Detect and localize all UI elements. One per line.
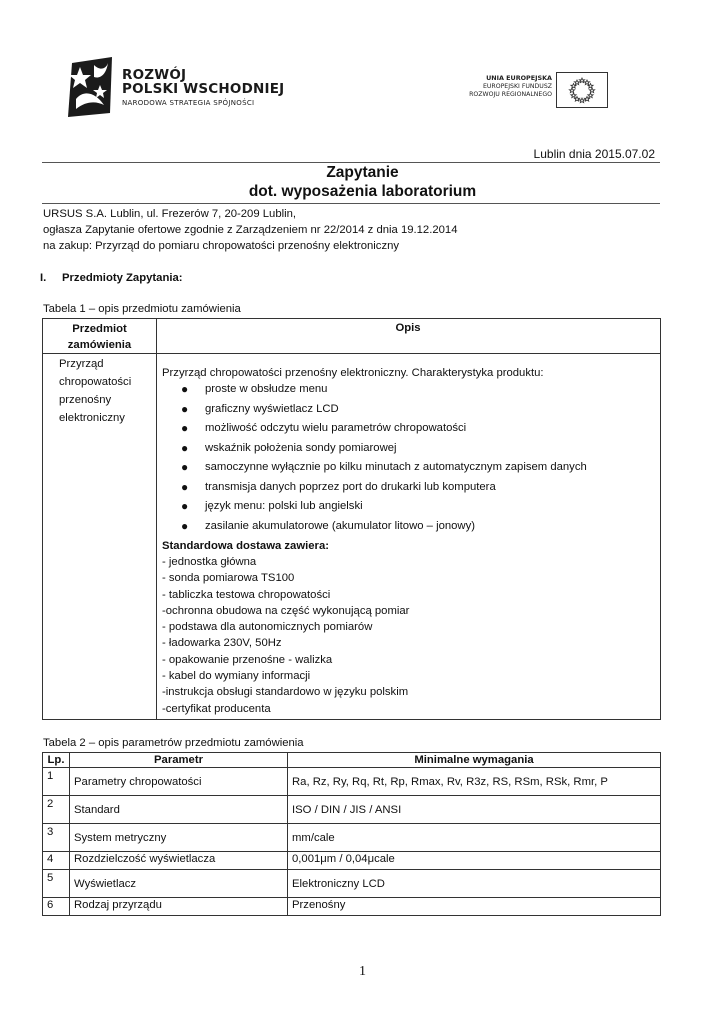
table-row bbox=[43, 898, 661, 916]
delivery-item: -instrukcja obsługi standardowo w języku polskim bbox=[162, 686, 409, 699]
section-number: I. bbox=[40, 272, 47, 284]
row-parameter bbox=[70, 898, 288, 916]
row-requirement-value: Ra, Rz, Ry, Rq, Rt, Rp, Rmax, Rv, R3z, RS, RSm, RSk, Rmr, P bbox=[292, 776, 608, 788]
rpw-logo-line3: NARODOWA STRATEGIA SPÓJNOŚCI bbox=[122, 99, 255, 107]
rpw-logo-line2: POLSKI WSCHODNIEJ bbox=[122, 81, 285, 97]
intro-line-purchase: na zakup: Przyrząd do pomiaru chropowatości przenośny elektroniczny bbox=[43, 240, 400, 252]
eu-flag-icon bbox=[556, 72, 608, 108]
intro-paragraph bbox=[43, 206, 458, 254]
delivery-item: - ładowarka 230V, 50Hz bbox=[162, 637, 282, 650]
eagle-stars-emblem-icon bbox=[66, 55, 116, 117]
table1-description-intro: Przyrząd chropowatości przenośny elektroniczny. Charakterystyka produktu: bbox=[162, 367, 544, 379]
row-requirement-value: Elektroniczny LCD bbox=[292, 878, 385, 890]
table1-header-divider bbox=[43, 353, 660, 354]
document-title: Zapytanie bbox=[326, 164, 399, 181]
table-row bbox=[43, 824, 661, 852]
delivery-item: - jednostka główna bbox=[162, 556, 257, 568]
delivery-item: -ochronna obudowa na część wykonującą pomiar bbox=[162, 604, 410, 617]
eu-fund-logo bbox=[458, 70, 612, 110]
row-requirement bbox=[288, 768, 661, 796]
bullet-icon: ● bbox=[181, 421, 189, 435]
bullet-icon: ● bbox=[181, 499, 189, 513]
page-number: 1 bbox=[359, 964, 366, 979]
order-description-table bbox=[42, 318, 661, 720]
bullet-icon: ● bbox=[181, 460, 189, 474]
eu-logo-line3: ROZWOJU REGIONALNEGO bbox=[469, 91, 552, 98]
feature-item bbox=[162, 440, 652, 460]
row-requirement-value: 0,001μm / 0,04μcale bbox=[292, 853, 395, 865]
document-date: Lublin dnia 2015.07.02 bbox=[533, 147, 655, 161]
row-lp bbox=[43, 768, 70, 796]
feature-text: język menu: polski lub angielski bbox=[205, 500, 363, 512]
row-requirement-value: Przenośny bbox=[292, 899, 346, 911]
row-lp bbox=[43, 870, 70, 898]
row-parameter-value: Standard bbox=[74, 804, 120, 816]
table1-item-name bbox=[59, 355, 151, 427]
title-bottom-divider bbox=[42, 203, 660, 204]
row-lp bbox=[43, 898, 70, 916]
table2-caption: Tabela 2 – opis parametrów przedmiotu zamówienia bbox=[43, 737, 304, 749]
bullet-icon: ● bbox=[181, 382, 189, 396]
document-subtitle: dot. wyposażenia laboratorium bbox=[248, 183, 477, 200]
eu-logo-line2: EUROPEJSKI FUNDUSZ bbox=[482, 82, 552, 90]
row-requirement-value: mm/cale bbox=[292, 832, 335, 844]
row-requirement bbox=[288, 852, 661, 870]
feature-text: możliwość odczytu wielu parametrów chropowatości bbox=[205, 422, 467, 434]
table-row bbox=[43, 870, 661, 898]
feature-text: samoczynne wyłącznie po kilku minutach z automatycznym zapisem danych bbox=[205, 461, 587, 473]
intro-line-company: URSUS S.A. Lublin, ul. Frezerów 7, 20-209 Lublin, bbox=[43, 208, 297, 220]
table1-item-line: przenośny bbox=[59, 394, 112, 406]
parameters-table bbox=[42, 752, 661, 916]
feature-text: zasilanie akumulatorowe (akumulator litowo – jonowy) bbox=[205, 519, 475, 532]
table2-header-parameter: Parametr bbox=[70, 753, 288, 768]
row-lp bbox=[43, 824, 70, 852]
section-heading bbox=[40, 272, 183, 284]
title-top-divider bbox=[42, 162, 660, 163]
table2-header-lp: Lp. bbox=[43, 753, 70, 768]
row-requirement bbox=[288, 824, 661, 852]
row-lp-value: 2 bbox=[47, 798, 54, 810]
table1-header-description: Opis bbox=[395, 322, 421, 334]
row-lp-value: 3 bbox=[47, 826, 54, 838]
feature-list bbox=[162, 381, 652, 537]
row-parameter bbox=[70, 852, 288, 870]
table-row bbox=[43, 796, 661, 824]
feature-text: proste w obsłudze menu bbox=[205, 383, 328, 395]
row-requirement bbox=[288, 898, 661, 916]
delivery-item: - sonda pomiarowa TS100 bbox=[162, 572, 295, 585]
intro-line-announcement: ogłasza Zapytanie ofertowe zgodnie z Zarządzeniem nr 22/2014 z dnia 19.12.2014 bbox=[43, 224, 458, 236]
feature-text: graficzny wyświetlacz LCD bbox=[205, 402, 339, 415]
bullet-icon: ● bbox=[181, 518, 189, 533]
table-row bbox=[43, 768, 661, 796]
row-lp bbox=[43, 852, 70, 870]
bullet-icon: ● bbox=[181, 401, 189, 416]
eu-logo-text bbox=[458, 74, 552, 100]
feature-text: wskaźnik położenia sondy pomiarowej bbox=[205, 441, 397, 454]
feature-item bbox=[162, 518, 652, 538]
row-parameter bbox=[70, 768, 288, 796]
row-requirement bbox=[288, 870, 661, 898]
eu-logo-line1: UNIA EUROPEJSKA bbox=[486, 74, 552, 82]
feature-item bbox=[162, 381, 652, 401]
standard-delivery-list bbox=[162, 554, 652, 717]
delivery-item: - tabliczka testowa chropowatości bbox=[162, 588, 331, 601]
section-title: Przedmioty Zapytania: bbox=[62, 272, 183, 284]
table2-header-row bbox=[43, 753, 661, 768]
feature-item bbox=[162, 498, 652, 518]
feature-item bbox=[162, 459, 652, 479]
bullet-icon: ● bbox=[181, 479, 189, 494]
table1-item-line: chropowatości bbox=[59, 376, 132, 388]
row-lp-value: 1 bbox=[47, 770, 54, 782]
row-parameter-value: Wyświetlacz bbox=[74, 878, 137, 890]
feature-item bbox=[162, 420, 652, 440]
row-lp-value: 5 bbox=[47, 872, 54, 884]
row-parameter-value: Rozdzielczość wyświetlacza bbox=[74, 853, 216, 865]
delivery-item: -certyfikat producenta bbox=[162, 702, 271, 715]
rpw-logo-text bbox=[122, 68, 284, 107]
row-lp-value: 4 bbox=[47, 853, 54, 865]
rpw-logo-line1: ROZWÓJ bbox=[122, 67, 187, 83]
row-parameter bbox=[70, 824, 288, 852]
table-row bbox=[43, 852, 661, 870]
feature-text: transmisja danych poprzez port do drukarki lub komputera bbox=[205, 480, 496, 493]
delivery-item: - kabel do wymiany informacji bbox=[162, 670, 311, 683]
row-requirement-value: ISO / DIN / JIS / ANSI bbox=[292, 804, 402, 816]
row-lp bbox=[43, 796, 70, 824]
feature-item bbox=[162, 401, 652, 421]
row-parameter-value: Parametry chropowatości bbox=[74, 776, 202, 788]
table2-header-requirements: Minimalne wymagania bbox=[288, 753, 661, 768]
delivery-item: - opakowanie przenośne - walizka bbox=[162, 653, 333, 666]
standard-delivery-title: Standardowa dostawa zawiera: bbox=[162, 540, 329, 552]
feature-item bbox=[162, 479, 652, 499]
table1-column-divider bbox=[156, 319, 157, 719]
row-parameter-value: System metryczny bbox=[74, 832, 167, 844]
row-parameter bbox=[70, 796, 288, 824]
row-parameter bbox=[70, 870, 288, 898]
rozwoj-polski-wschodniej-logo bbox=[66, 55, 296, 117]
table1-item-line: elektroniczny bbox=[59, 412, 125, 424]
bullet-icon: ● bbox=[181, 440, 189, 455]
table1-header-item bbox=[43, 321, 156, 353]
table1-header-item-line1: Przedmiot bbox=[72, 323, 127, 335]
table1-header-item-line2: zamówienia bbox=[67, 339, 132, 351]
row-requirement bbox=[288, 796, 661, 824]
row-lp-value: 6 bbox=[47, 899, 54, 911]
delivery-item: - podstawa dla autonomicznych pomiarów bbox=[162, 621, 373, 634]
table1-description-cell bbox=[162, 366, 652, 717]
table1-caption: Tabela 1 – opis przedmiotu zamówienia bbox=[43, 303, 241, 315]
table1-item-line: Przyrząd bbox=[59, 358, 104, 370]
row-parameter-value: Rodzaj przyrządu bbox=[74, 899, 162, 911]
